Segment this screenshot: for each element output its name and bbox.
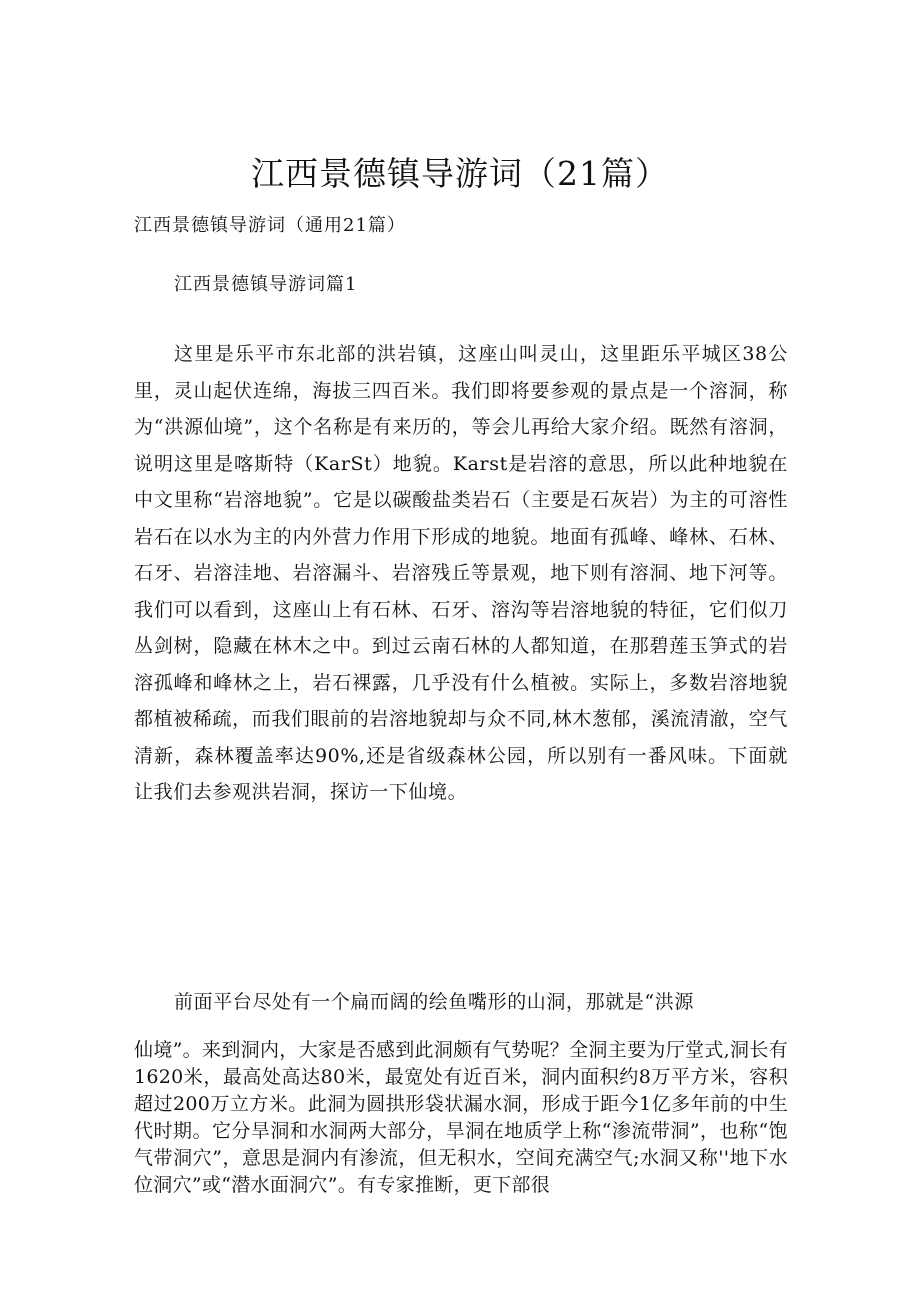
- body-paragraph-1: 这里是乐平市东北部的洪岩镇，这座山叫灵山，这里距乐平城区38公里，灵山起伏连绵，海拔三四百米。我们即将要参观的景点是一个溶洞，称为“洪源仙境”，这个名称是有来历的，等会儿再给大家介绍。既然有溶洞，说明这里是喀斯特（KarSt）地貌。Karst是岩溶的意思，所以此种地貌在中文里称“岩溶地貌”。它是以碳酸盐类岩石（主要是石灰岩）为主的可溶性岩石在以水为主的内外营力作用下形成的地貌。地面有孤峰、峰林、石林、石牙、岩溶洼地、岩溶漏斗、岩溶残丘等景观，地下则有溶洞、地下河等。我们可以看到，这座山上有石林、石牙、溶沟等岩溶地貌的特征，它们似刀丛剑树，隐藏在林木之中。到过云南石林的人都知道，在那碧莲玉笋式的岩溶孤峰和峰林之上，岩石裸露，几乎没有什么植被。实际上，多数岩溶地貌都植被稀疏，而我们眼前的岩溶地貌却与众不同,林木葱郁，溪流清澈，空气清新，森林覆盖率达90%,还是省级森林公园，所以别有一番风味。下面就让我们去参观洪岩洞，探访一下仙境。: [134, 343, 788, 803]
- body-paragraph-2-lead: 前面平台尽处有一个扁而阔的绘鱼嘴形的山洞，那就是“洪源: [174, 991, 694, 1013]
- body-paragraph-2: 仙境”。来到洞内，大家是否感到此洞颇有气势呢？全洞主要为厅堂式,洞长有1620米，最高处高达80米，最宽处有近百米，洞内面积约8万平方米，容积超过200万立方米。此洞为圆拱形袋状漏水洞，形成于距今1亿多年前的中生代时期。它分旱洞和水洞两大部分，旱洞在地质学上称“渗流带洞”，也称“饱气带洞穴”，意思是洞内有渗流，但无积水，空间充满空气;水洞又称''地下水位洞穴”或“潜水面洞穴”。有专家推断，更下部很: [134, 1039, 788, 1196]
- document-title: 江西景德镇导游词（21篇）: [251, 154, 669, 193]
- section-heading: 江西景德镇导游词篇1: [174, 274, 358, 295]
- document-subtitle: 江西景德镇导游词（通用21篇）: [134, 215, 406, 236]
